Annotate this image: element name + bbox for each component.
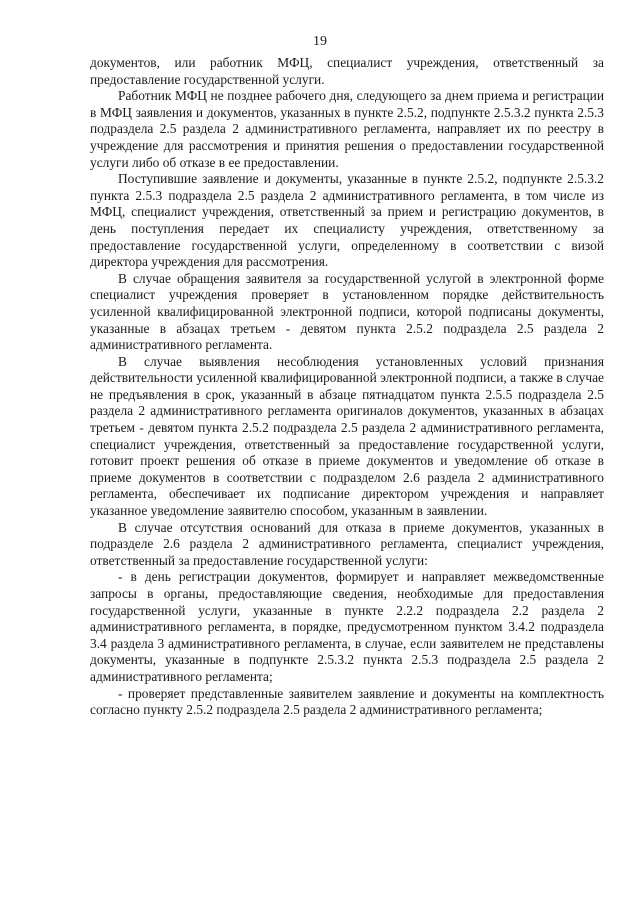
list-item-interagency-requests: - в день регистрации документов, формирует и направляет межведомственные запросы в органы, предоставляющие сведения, необходимые для предоставления государственной услуги, указанные в пункте 2.2.2 подраздела 2.2 раздела 2 административного регламента, в порядке, предусмотренном пунктом 3.4.2 подраздела 3.4 раздела 3 административного регламента, в случае, если заявителем не представлены документы, указанные в подпункте 2.5.3.2 пункта 2.5.3 подраздела 2.5 раздела 2 административного регламента; [90, 569, 604, 684]
paragraph-signature-noncompliance: В случае выявления несоблюдения установленных условий признания действительности усиленной квалифицированной электронной подписи, а также в случае не предъявления в срок, указанный в абзаце пятнадцатом пункта 2.5.5 подраздела 2.5 раздела 2 административного регламента оригиналов документов, указанных в абзацах третьем - девятом пункта 2.5.2 подраздела 2.5 раздела 2 административного регламента, специалист учреждения, ответственный за предоставление государственной услуги, готовит проект решения об отказе в приеме документов и уведомление об отказе в приеме документов в соответствии с подразделом 2.6 раздела 2 административного регламента, обеспечивает их подписание директором учреждения и направляет указанное уведомление заявителю способом, указанным в заявлении. [90, 353, 604, 519]
paragraph-electronic-form: В случае обращения заявителя за государственной услугой в электронной форме специалист учреждения проверяет в установленном порядке действительность усиленной квалифицированной электронной подписи, которой подписаны документы, указанные в абзацах третьем - девятом пункта 2.5.2 подраздела 2.5 раздела 2 административного регламента. [90, 270, 604, 353]
document-body [90, 55, 604, 719]
paragraph-mfc-forwarding: Работник МФЦ не позднее рабочего дня, следующего за днем приема и регистрации в МФЦ заявления и документов, указанных в пункте 2.5.2, подпункте 2.5.3.2 пункта 2.5.3 подраздела 2.5 раздела 2 административного регламента, направляет их по реестру в учреждение для рассмотрения и принятия решения о предоставлении государственной услуги либо об отказе в ее предоставлении. [90, 88, 604, 170]
paragraph-continuation: документов, или работник МФЦ, специалист учреждения, ответственный за предоставление государственной услуги. [90, 55, 604, 87]
list-item-completeness-check: - проверяет представленные заявителем заявление и документы на комплектность согласно пункту 2.5.2 подраздела 2.5 раздела 2 административного регламента; [90, 685, 604, 718]
page-number: 19 [313, 34, 327, 49]
paragraph-received-documents: Поступившие заявление и документы, указанные в пункте 2.5.2, подпункте 2.5.3.2 пункта 2.5.3 подраздела 2.5 раздела 2 административного регламента, в том числе из МФЦ, специалист учреждения, ответственный за прием и регистрацию документов, в день поступления передает их специалисту учреждения, ответственному за предоставление государственной услуги, определенному в соответствии с визой директора учреждения для рассмотрения. [90, 171, 604, 270]
paragraph-no-refusal-grounds: В случае отсутствия оснований для отказа в приеме документов, указанных в подразделе 2.6 раздела 2 административного регламента, специалист учреждения, ответственный за предоставление государственной услуги: [90, 519, 604, 568]
